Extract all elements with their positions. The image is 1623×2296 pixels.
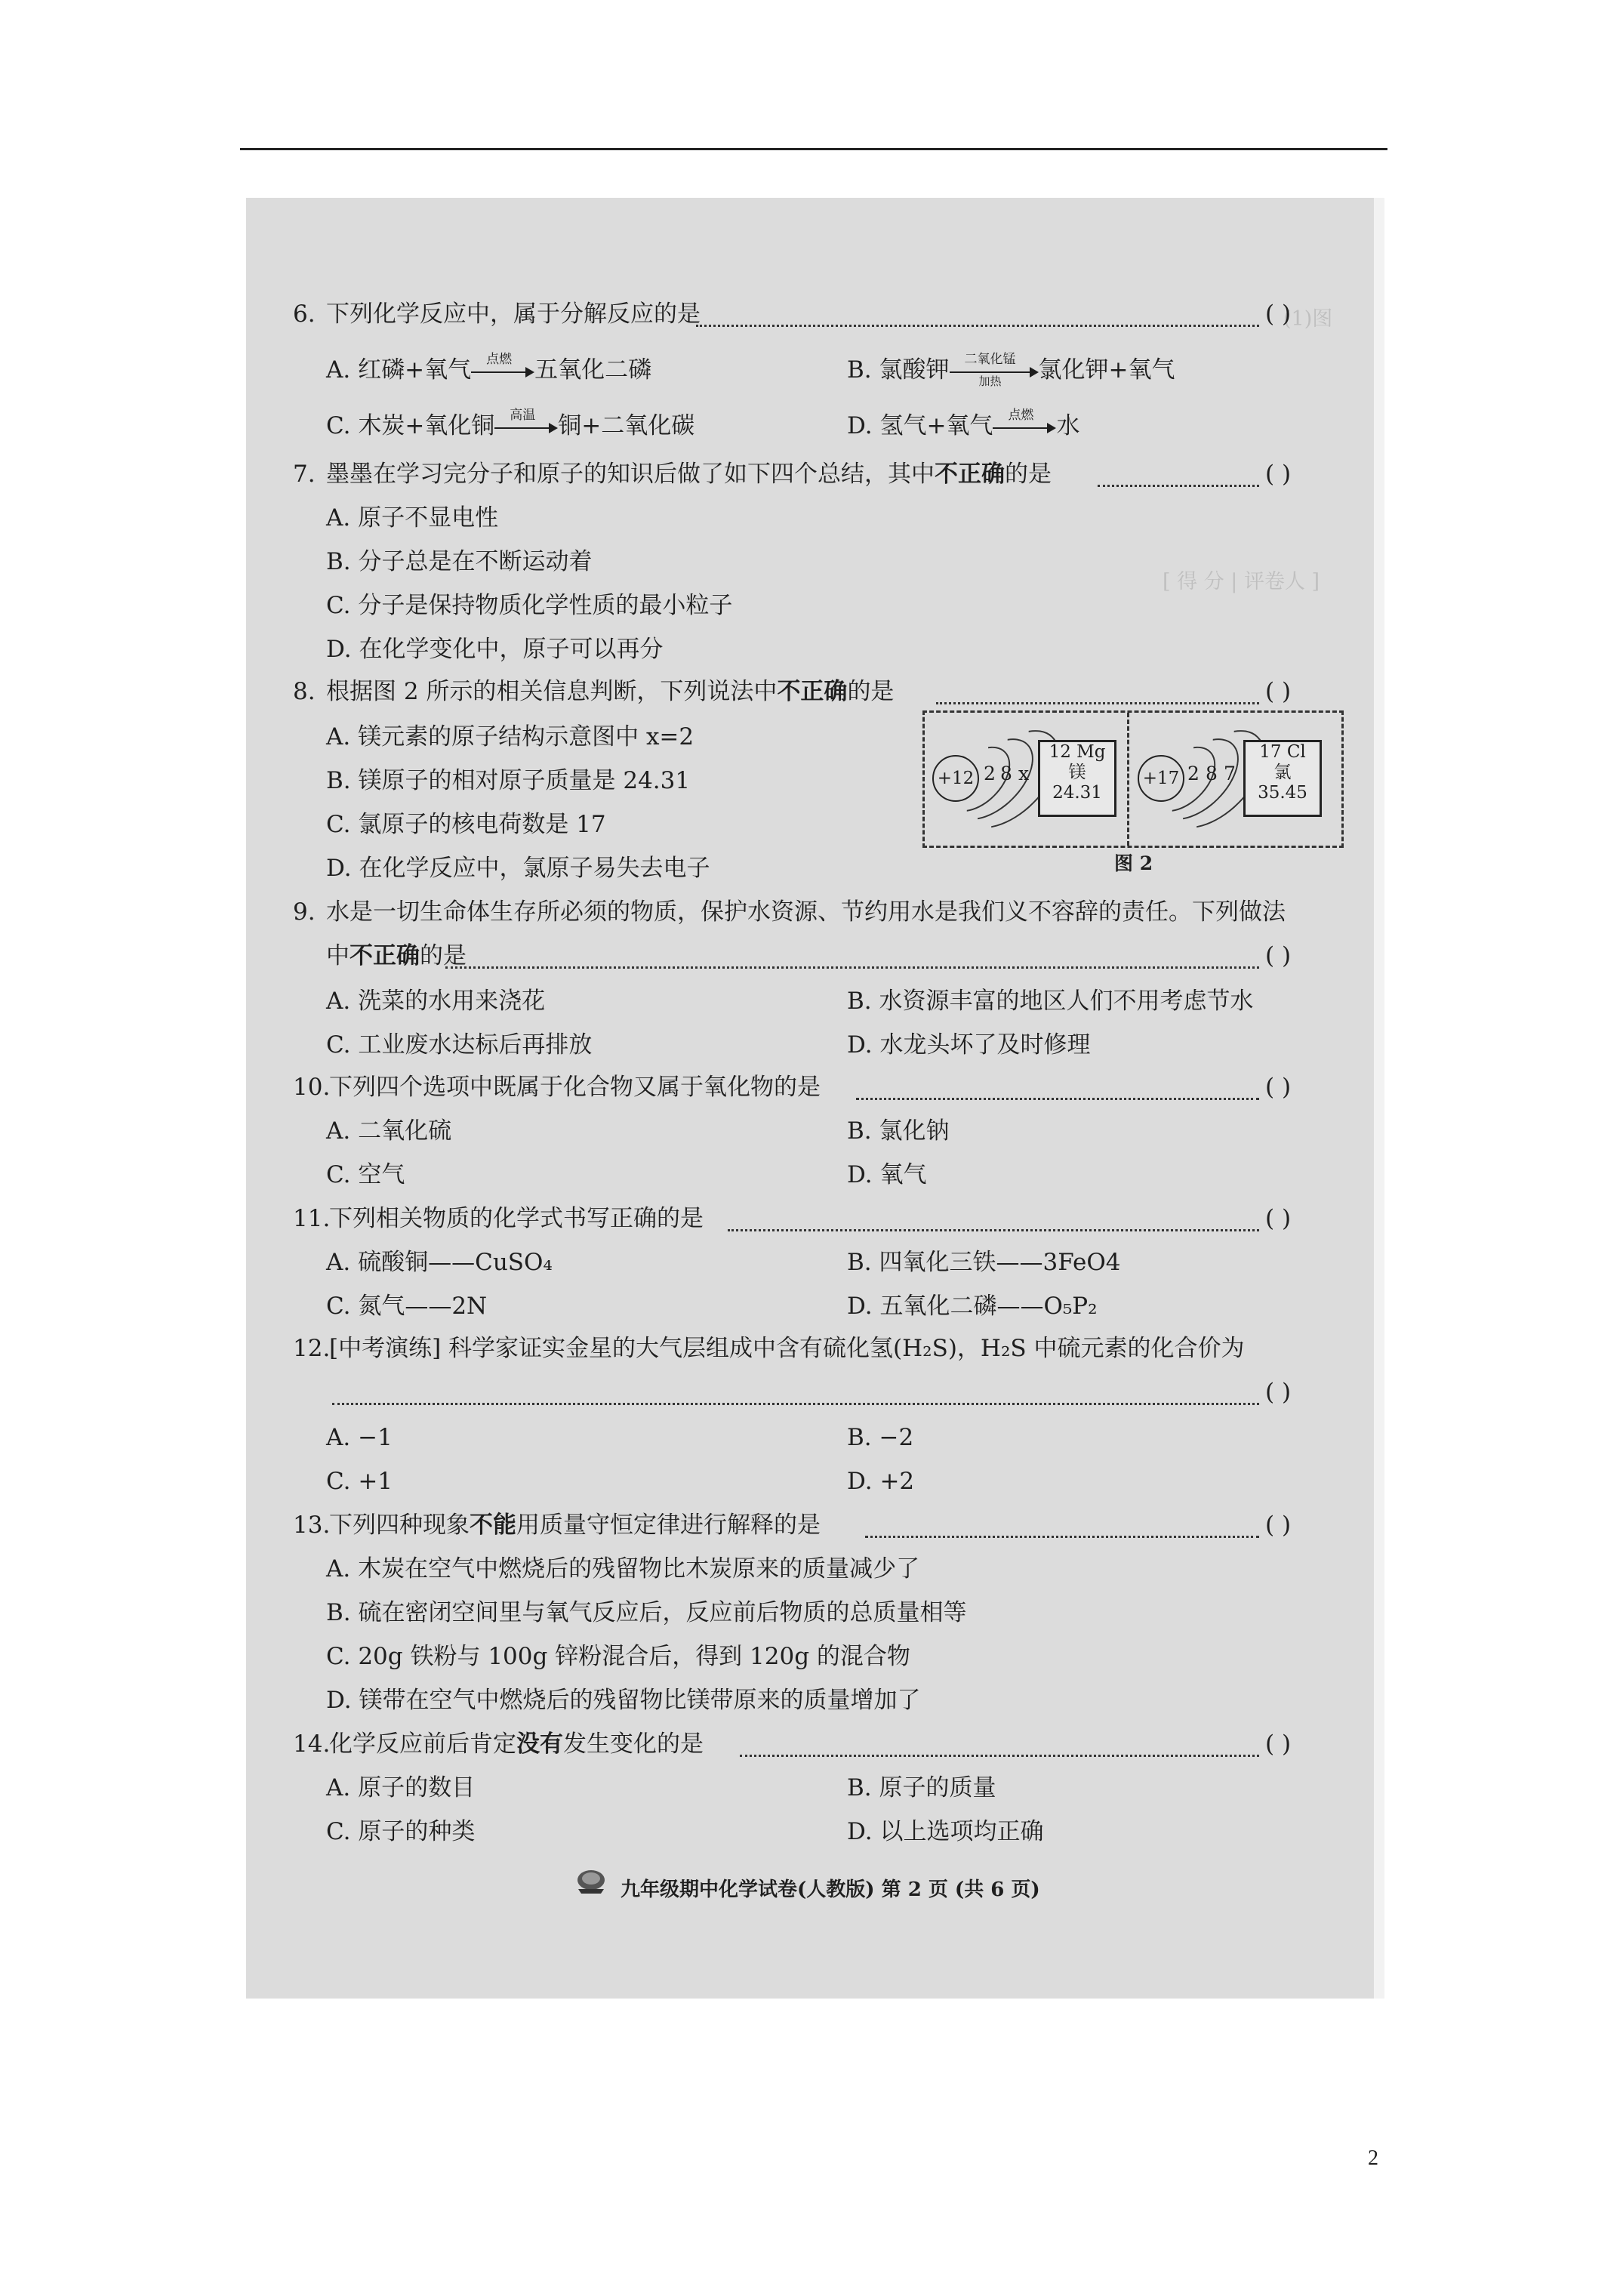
question-6-option-d: D. 氢气+氧气 点燃 水	[847, 408, 1080, 439]
question-10-stem: 下列四个选项中既属于化合物又属于氧化物的是	[329, 1074, 821, 1101]
dotted-leader	[856, 1081, 1259, 1100]
dotted-leader	[332, 1386, 1259, 1405]
dotted-leader	[865, 1519, 1259, 1538]
question-14-option-b: B. 原子的质量	[847, 1774, 996, 1801]
dotted-leader	[936, 686, 1259, 704]
figure-caption: 图 2	[1114, 852, 1153, 874]
question-8-option-b: B. 镁原子的相对原子质量是 24.31	[326, 767, 691, 794]
question-7-stem: 墨墨在学习完分子和原子的知识后做了如下四个总结，其中不正确的是	[326, 461, 1052, 488]
question-9-stem: 水是一切生命体生存所必须的物质，保护水资源、节约用水是我们义不容辞的责任。下列做法	[326, 898, 1286, 926]
answer-bracket: ( )	[1265, 461, 1292, 488]
question-12-number: 12.	[293, 1335, 331, 1362]
question-10-number: 10.	[293, 1074, 331, 1101]
question-13-option-b: B. 硫在密闭空间里与氧气反应后，反应前后物质的总质量相等	[326, 1599, 967, 1626]
answer-bracket: ( )	[1265, 1730, 1292, 1758]
question-9-stem-cont: 中不正确的是	[326, 942, 467, 969]
question-6-option-c: C. 木炭+氧化铜 高温 铜+二氧化碳	[326, 408, 695, 439]
question-14-option-c: C. 原子的种类	[326, 1818, 476, 1845]
question-14-option-d: D. 以上选项均正确	[847, 1818, 1044, 1845]
question-7-option-c: C. 分子是保持物质化学性质的最小粒子	[326, 592, 733, 619]
answer-bracket: ( )	[1265, 1512, 1292, 1539]
question-7-option-a: A. 原子不显电性	[326, 504, 499, 532]
question-10-option-b: B. 氯化钠	[847, 1117, 950, 1145]
shell-electron-count: 8	[1206, 763, 1218, 784]
question-11-stem: 下列相关物质的化学式书写正确的是	[329, 1205, 704, 1232]
question-9-option-b: B. 水资源丰富的地区人们不用考虑节水	[847, 988, 1254, 1015]
bleed-through-text: (1)图	[1283, 307, 1333, 331]
question-8-number: 8.	[293, 678, 316, 705]
question-14-stem: 化学反应前后肯定没有发生变化的是	[329, 1730, 704, 1758]
question-9-option-d: D. 水龙头坏了及时修理	[847, 1031, 1091, 1059]
answer-bracket: ( )	[1265, 678, 1292, 705]
dotted-leader	[728, 1213, 1259, 1231]
question-11-option-d: D. 五氧化二磷——O₅P₂	[847, 1293, 1098, 1320]
question-8-option-c: C. 氯原子的核电荷数是 17	[326, 811, 606, 838]
question-9-option-a: A. 洗菜的水用来浇花	[326, 988, 546, 1015]
shell-electron-count: 7	[1224, 763, 1236, 784]
figure-divider	[1127, 713, 1129, 846]
shell-electron-count: 8	[1000, 763, 1012, 784]
question-8-option-a: A. 镁元素的原子结构示意图中 x=2	[326, 723, 694, 750]
figure-2-atom-diagrams	[922, 710, 1344, 848]
question-11-option-a: A. 硫酸铜——CuSO₄	[326, 1249, 553, 1276]
question-6-option-b: B. 氯酸钾 二氧化锰 加热 氯化钾+氧气	[847, 352, 1175, 388]
question-10-option-a: A. 二氧化硫	[326, 1117, 452, 1145]
question-7-option-b: B. 分子总是在不断运动着	[326, 548, 593, 575]
question-10-option-d: D. 氧气	[847, 1161, 927, 1188]
scan-edge	[1374, 198, 1384, 1999]
question-13-option-c: C. 20g 铁粉与 100g 锌粉混合后，得到 120g 的混合物	[326, 1643, 910, 1670]
answer-bracket: ( )	[1265, 1205, 1292, 1232]
answer-bracket: ( )	[1265, 1074, 1292, 1101]
shell-electron-count: x	[1018, 763, 1030, 784]
bleed-through-box: [ 得 分 | 评卷人 ]	[1163, 570, 1320, 593]
question-11-number: 11.	[293, 1205, 331, 1232]
mg-element-card: 12 Mg 镁 24.31	[1038, 740, 1116, 817]
question-14-option-a: A. 原子的数目	[326, 1774, 476, 1801]
dotted-leader	[445, 950, 1259, 969]
answer-bracket: ( )	[1265, 1379, 1292, 1406]
question-13-number: 13.	[293, 1512, 331, 1539]
question-13-option-a: A. 木炭在空气中燃烧后的残留物比木炭原来的质量减少了	[326, 1555, 920, 1583]
question-9-option-c: C. 工业废水达标后再排放	[326, 1031, 593, 1059]
question-12-option-c: C. +1	[326, 1468, 393, 1495]
shell-electron-count: 2	[984, 763, 996, 784]
cl-nucleus: +17	[1138, 755, 1184, 802]
question-6-number: 6.	[293, 300, 316, 328]
header-rule	[240, 148, 1387, 150]
page-number: 2	[1368, 2147, 1378, 2170]
answer-bracket: ( )	[1265, 942, 1292, 969]
question-6-option-a: A. 红磷+氧气 点燃 五氧化二磷	[326, 352, 652, 384]
shell-electron-count: 2	[1187, 763, 1200, 784]
exam-footer: 九年级期中化学试卷(人教版) 第 2 页 (共 6 页)	[621, 1878, 1040, 1901]
question-13-option-d: D. 镁带在空气中燃烧后的残留物比镁带原来的质量增加了	[326, 1687, 921, 1714]
question-12-stem: [中考演练] 科学家证实金星的大气层组成中含有硫化氢(H₂S)，H₂S 中硫元素的化合价为	[329, 1335, 1245, 1362]
question-8-option-d: D. 在化学反应中，氯原子易失去电子	[326, 855, 710, 882]
question-7-option-d: D. 在化学变化中，原子可以再分	[326, 636, 664, 663]
question-6-stem: 下列化学反应中，属于分解反应的是	[326, 300, 701, 328]
question-14-number: 14.	[293, 1730, 331, 1758]
mg-nucleus: +12	[932, 755, 979, 802]
question-11-option-c: C. 氮气——2N	[326, 1293, 488, 1320]
question-11-option-b: B. 四氧化三铁——3FeO4	[847, 1249, 1121, 1276]
question-13-stem: 下列四种现象不能用质量守恒定律进行解释的是	[329, 1512, 821, 1539]
question-12-option-d: D. +2	[847, 1468, 915, 1495]
question-12-option-b: B. −2	[847, 1424, 914, 1451]
dotted-leader	[740, 1738, 1259, 1757]
cl-element-card: 17 Cl 氯 35.45	[1243, 740, 1322, 817]
question-8-stem: 根据图 2 所示的相关信息判断，下列说法中不正确的是	[326, 678, 895, 705]
dotted-leader	[1098, 468, 1259, 487]
answer-bracket: ( )	[1265, 300, 1292, 328]
question-7-number: 7.	[293, 461, 316, 488]
dotted-leader	[696, 308, 1259, 327]
question-9-number: 9.	[293, 898, 316, 926]
publisher-logo-icon	[574, 1866, 608, 1897]
question-12-option-a: A. −1	[326, 1424, 393, 1451]
question-10-option-c: C. 空气	[326, 1161, 405, 1188]
